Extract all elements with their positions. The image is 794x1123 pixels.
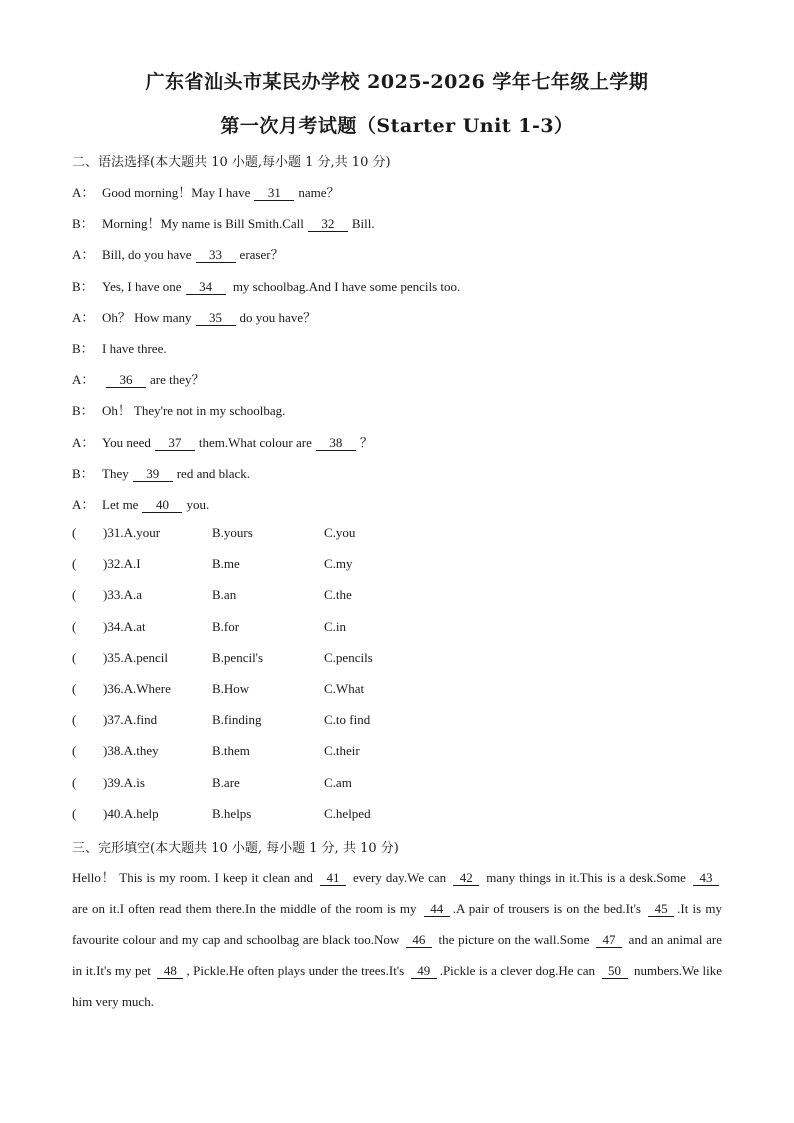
option-b: B.are: [212, 774, 240, 790]
option-a: )39.A.is: [103, 774, 145, 790]
option-a: )33.A.a: [103, 587, 142, 603]
option-b: B.helps: [212, 805, 252, 821]
answer-blank: 48: [157, 964, 183, 979]
answer-blank: 41: [320, 871, 346, 886]
answer-blank: 46: [406, 933, 432, 948]
answer-blank: 39: [133, 467, 173, 482]
dialogue-line: [72, 432, 373, 451]
dialogue-text: ？: [359, 434, 373, 450]
option-c: C.the: [324, 587, 352, 603]
answer-paren: (: [72, 649, 77, 665]
speaker-label: B：: [72, 341, 94, 356]
dialogue-text: I have three.: [102, 341, 167, 356]
dialogue-text: name？: [298, 185, 340, 200]
passage-text: many things in it.This is a desk.Some: [482, 870, 690, 885]
answer-blank: 43: [693, 871, 719, 886]
dialogue-line: [72, 276, 460, 295]
dialogue-line: [72, 400, 285, 419]
option-b: B.How: [212, 681, 250, 696]
answer-blank: 50: [602, 964, 628, 979]
dialogue-line: [72, 463, 250, 482]
answer-paren: (: [72, 587, 77, 603]
passage-text: Hello！ This is my room. I keep it clean and: [72, 870, 317, 885]
answer-blank: 45: [648, 902, 674, 917]
speaker-label: B：: [72, 465, 94, 481]
passage-text: numbers.We like him very much.: [72, 963, 723, 1009]
answer-blank: 31: [254, 186, 294, 201]
answer-blank: 38: [316, 436, 356, 451]
option-a: )37.A.find: [103, 712, 158, 728]
dialogue-line: [72, 369, 205, 388]
cloze-passage: [72, 862, 722, 1017]
option-a: )36.A.Where: [103, 681, 171, 696]
option-row: [72, 650, 472, 666]
dialogue-text: Bill.: [351, 216, 375, 232]
option-row: [72, 806, 472, 822]
speaker-label: B：: [72, 278, 94, 294]
passage-text: .Pickle is a clever dog.He can: [439, 963, 599, 978]
dialogue-text: are they？: [150, 372, 205, 388]
passage-text: the picture on the wall.Some: [434, 932, 594, 947]
dialogue-text: eraser？: [239, 247, 284, 263]
section-heading-cloze: 三、完形填空(本大题共 10 小题, 每小题 1 分, 共 10 分): [72, 841, 399, 856]
answer-blank: 44: [424, 902, 450, 917]
option-a: )38.A.they: [103, 743, 159, 759]
option-b: B.for: [212, 618, 240, 634]
passage-text: , Pickle.He often plays under the trees.It's: [186, 963, 408, 978]
dialogue-text: red and black.: [176, 465, 250, 481]
passage-text: every day.We can: [348, 870, 451, 885]
option-a: )34.A.at: [103, 618, 146, 634]
dialogue-text: my schoolbag.And I have some pencils too.: [229, 278, 461, 294]
answer-blank: 42: [453, 871, 479, 886]
dialogue-line: [72, 182, 340, 201]
option-row: [72, 743, 472, 759]
answer-blank: 36: [106, 373, 146, 388]
answer-blank: 32: [308, 217, 348, 232]
speaker-label: B：: [72, 403, 94, 419]
dialogue-line: [72, 213, 375, 232]
option-c: C.you: [324, 525, 356, 540]
speaker-label: A：: [72, 497, 95, 512]
speaker-label: A：: [72, 309, 95, 325]
passage-text: and an animal are in it.It's my pet: [72, 932, 722, 978]
answer-blank: 47: [596, 933, 622, 948]
option-c: C.helped: [324, 805, 371, 821]
answer-paren: (: [72, 712, 77, 728]
speaker-label: A：: [72, 372, 95, 388]
answer-paren: (: [72, 805, 77, 821]
dialogue-line: [72, 307, 316, 326]
answer-blank: 34: [186, 280, 226, 295]
option-c: C.pencils: [324, 649, 373, 665]
speaker-label: B：: [72, 216, 94, 232]
dialogue-text: Good morning！May I have: [102, 185, 251, 200]
answer-blank: 40: [142, 498, 182, 513]
dialogue-line: [72, 494, 209, 513]
answer-paren: (: [72, 556, 77, 572]
page-title-line2: 第一次月考试题（Starter Unit 1-3）: [220, 115, 574, 137]
option-a: )35.A.pencil: [103, 649, 168, 665]
passage-text: .A pair of trousers is on the bed.It's: [452, 901, 646, 916]
option-row: [72, 619, 472, 635]
option-b: B.pencil's: [212, 649, 264, 665]
option-c: C.to find: [324, 712, 371, 728]
dialogue-text: Yes, I have one: [102, 278, 182, 294]
dialogue-text: do you have？: [239, 309, 317, 325]
dialogue-line: [72, 244, 284, 263]
dialogue-text: Morning！My name is Bill Smith.Call: [102, 216, 304, 232]
dialogue-text: Bill, do you have: [102, 247, 192, 263]
option-c: C.What: [324, 681, 365, 696]
dialogue-text: them.What colour are: [198, 434, 312, 450]
option-row: [72, 587, 472, 603]
dialogue-text: They: [102, 465, 129, 481]
speaker-label: A：: [72, 185, 95, 200]
answer-paren: (: [72, 618, 77, 634]
option-a: )31.A.your: [103, 525, 161, 540]
option-b: B.me: [212, 556, 240, 572]
dialogue-text: You need: [102, 434, 151, 450]
answer-paren: (: [72, 774, 77, 790]
speaker-label: A：: [72, 247, 95, 263]
option-row: [72, 712, 472, 728]
option-row: [72, 681, 472, 697]
answer-blank: 33: [196, 248, 236, 263]
option-a: )40.A.help: [103, 805, 159, 821]
option-row: [72, 525, 472, 541]
answer-paren: (: [72, 681, 77, 696]
option-b: B.an: [212, 587, 237, 603]
dialogue-text: Oh！ They're not in my schoolbag.: [102, 403, 286, 419]
answer-blank: 49: [411, 964, 437, 979]
passage-text: .It is my favourite colour and my cap and schoolbag are black too.Now: [72, 901, 722, 947]
answer-blank: 37: [155, 436, 195, 451]
option-c: C.their: [324, 743, 360, 759]
speaker-label: A：: [72, 434, 95, 450]
option-c: C.am: [324, 774, 352, 790]
page-title-line1: 广东省汕头市某民办学校 2025-2026 学年七年级上学期: [145, 71, 649, 93]
dialogue-text: Oh？ How many: [102, 309, 192, 325]
dialogue-text: Let me: [102, 497, 139, 512]
answer-paren: (: [72, 525, 77, 540]
option-c: C.in: [324, 618, 347, 634]
dialogue-line: [72, 338, 167, 357]
option-c: C.my: [324, 556, 353, 572]
option-b: B.yours: [212, 525, 253, 540]
answer-blank: 35: [196, 311, 236, 326]
section-heading-grammar: 二、语法选择(本大题共 10 小题,每小题 1 分,共 10 分): [72, 155, 391, 170]
option-b: B.finding: [212, 712, 262, 728]
option-row: [72, 556, 472, 572]
option-a: )32.A.I: [103, 556, 141, 572]
option-b: B.them: [212, 743, 250, 759]
dialogue-text: you.: [186, 497, 210, 512]
passage-text: are on it.I often read them there.In the middle of the room is my: [72, 901, 421, 916]
answer-paren: (: [72, 743, 77, 759]
option-row: [72, 775, 472, 791]
